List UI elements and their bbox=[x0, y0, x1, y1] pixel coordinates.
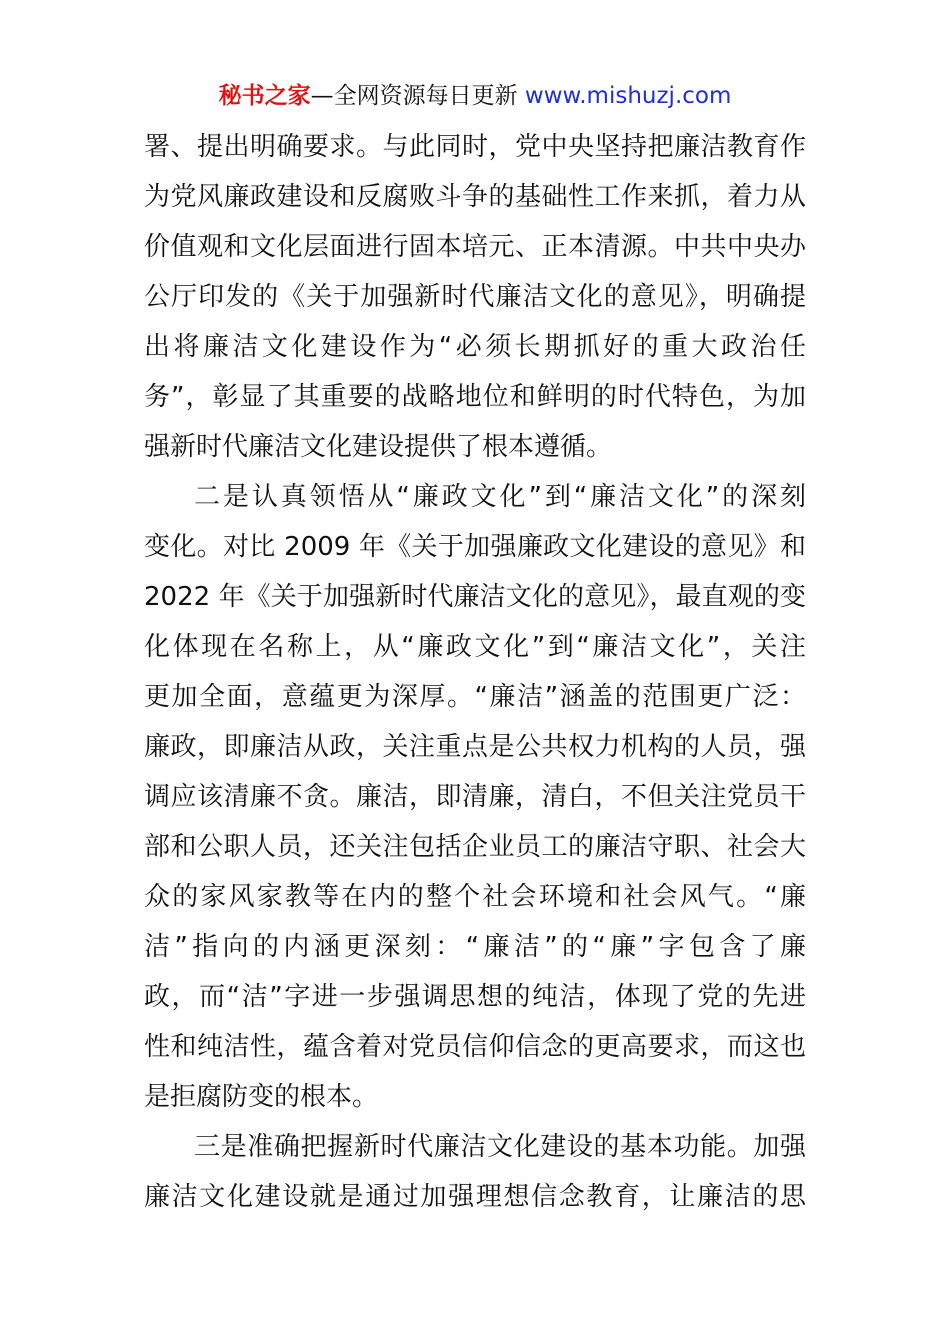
page-header bbox=[0, 80, 950, 112]
text-line: 署、提出明确要求。与此同时，党中央坚持把廉洁教育作 bbox=[144, 132, 806, 162]
text-line: 务”，彰显了其重要的战略地位和鲜明的时代特色，为加 bbox=[144, 382, 806, 412]
text-line: 性和纯洁性，蕴含着对党员信仰信念的更高要求，而这也 bbox=[144, 1032, 806, 1062]
header-url-link[interactable]: www.mishuzj.com bbox=[524, 83, 732, 109]
header-brand: 秘书之家 bbox=[218, 83, 311, 109]
text-line: 众的家风家教等在内的整个社会环境和社会风气。“廉 bbox=[144, 882, 806, 912]
text-line: 二是认真领悟从“廉政文化”到“廉洁文化”的深刻 bbox=[194, 482, 806, 512]
text-line: 调应该清廉不贪。廉洁，即清廉，清白，不但关注党员干 bbox=[144, 782, 806, 812]
text-line: 强新时代廉洁文化建设提供了根本遵循。 bbox=[144, 432, 613, 462]
header-tagline: —全网资源每日更新 bbox=[310, 83, 518, 109]
text-line: 变化。对比 2009 年《关于加强廉政文化建设的意见》和 bbox=[144, 532, 806, 562]
text-line: 出将廉洁文化建设作为“必须长期抓好的重大政治任 bbox=[144, 332, 806, 362]
text-line: 洁”指向的内涵更深刻：“廉洁”的“廉”字包含了廉 bbox=[144, 932, 806, 962]
text-line: 是拒腐防变的根本。 bbox=[144, 1082, 379, 1112]
text-line: 廉洁文化建设就是通过加强理想信念教育，让廉洁的思 bbox=[144, 1182, 806, 1212]
text-line: 三是准确把握新时代廉洁文化建设的基本功能。加强 bbox=[194, 1132, 806, 1162]
text-line: 部和公职人员，还关注包括企业员工的廉洁守职、社会大 bbox=[144, 832, 806, 862]
text-line: 化体现在名称上，从“廉政文化”到“廉洁文化”，关注 bbox=[144, 632, 806, 662]
text-line: 更加全面，意蕴更为深厚。“廉洁”涵盖的范围更广泛： bbox=[144, 682, 806, 712]
text-line: 为党风廉政建设和反腐败斗争的基础性工作来抓，着力从 bbox=[144, 182, 806, 212]
text-line: 廉政，即廉洁从政，关注重点是公共权力机构的人员，强 bbox=[144, 732, 806, 762]
text-line: 政，而“洁”字进一步强调思想的纯洁，体现了党的先进 bbox=[144, 982, 806, 1012]
text-line: 2022 年《关于加强新时代廉洁文化的意见》，最直观的变 bbox=[144, 582, 806, 612]
text-line: 公厅印发的《关于加强新时代廉洁文化的意见》，明确提 bbox=[144, 282, 806, 312]
text-line: 价值观和文化层面进行固本培元、正本清源。中共中央办 bbox=[144, 232, 806, 262]
